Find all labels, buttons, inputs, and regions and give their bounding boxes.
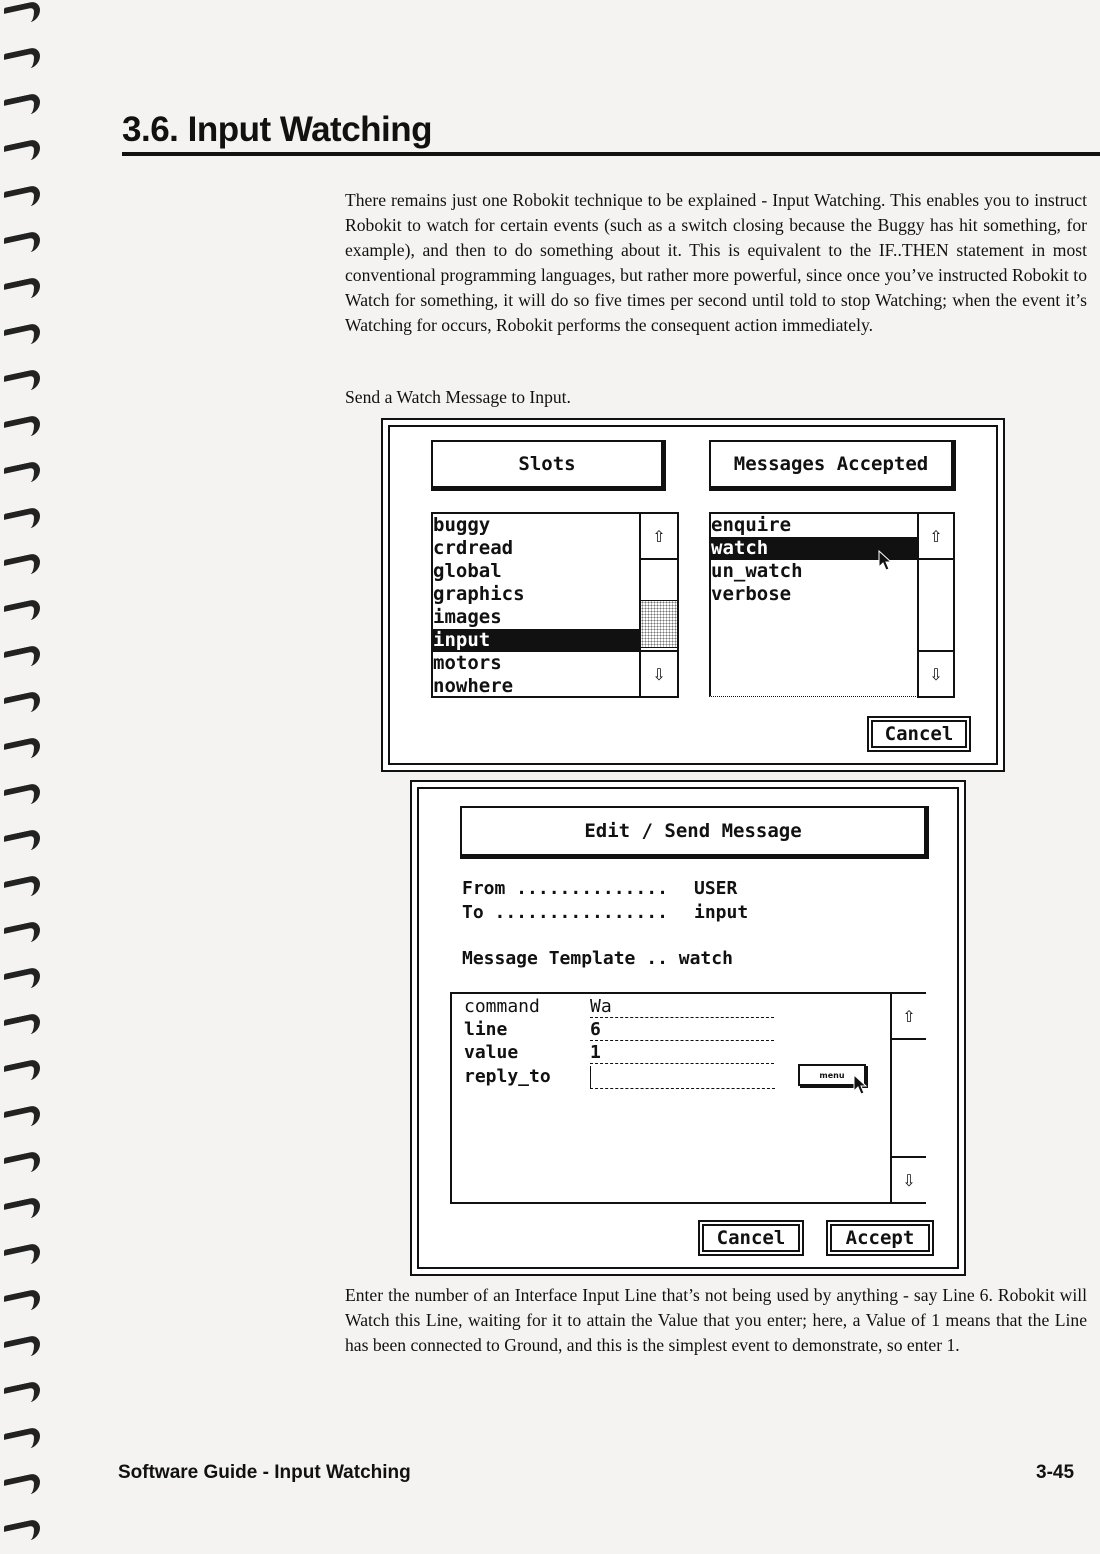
line-input[interactable]: 6 [590,1019,774,1041]
binding-ring [4,690,40,718]
binding-ring [4,1242,40,1270]
messages-title: Messages Accepted [733,453,929,475]
footer-left: Software Guide - Input Watching [118,1462,411,1483]
binding-ring [4,46,40,74]
binding-ring [4,598,40,626]
binding-ring [4,230,40,258]
slot-item[interactable]: nowhere [433,675,514,697]
binding-ring [4,1150,40,1178]
binding-ring [4,736,40,764]
value-input[interactable]: 1 [590,1042,774,1064]
message-template: Message Template .. watch [462,948,733,969]
binding-ring [4,1334,40,1362]
slots-dialog [381,418,1005,772]
to-value: input [694,902,749,923]
binding-ring [4,92,40,120]
binding-ring [4,644,40,672]
template-fields-box [450,992,916,1204]
slots-list[interactable] [431,512,641,698]
message-item[interactable]: verbose [711,583,792,605]
binding-ring [4,1196,40,1224]
binding-ring [4,828,40,856]
cancel-label: Cancel [884,723,954,745]
cancel-label: Cancel [716,1227,786,1249]
field-name-reply-to: reply_to [464,1066,551,1087]
binding-ring [4,322,40,350]
binding-ring [4,552,40,580]
scroll-up-arrow-icon[interactable]: ⇧ [641,514,677,560]
message-item-selected[interactable]: watch [711,537,917,560]
send-message-dialog [410,780,966,1276]
slot-item[interactable]: graphics [433,583,525,605]
binding-ring [4,1472,40,1500]
message-item[interactable]: un_watch [711,560,803,582]
messages-scrollbar[interactable] [917,512,955,698]
binding-ring [4,368,40,396]
mouse-pointer-icon [852,1074,868,1096]
message-item[interactable]: enquire [711,514,792,536]
send-title: Edit / Send Message [584,820,802,842]
menu-label: menu [819,1070,845,1080]
from-value: USER [694,878,738,899]
scroll-down-arrow-icon[interactable]: ⇩ [641,650,677,696]
binding-ring [4,460,40,488]
binding-ring [4,184,40,212]
binding-ring [4,276,40,304]
to-label: To ................ [462,902,668,923]
binding-ring [4,138,40,166]
mouse-pointer-icon [877,550,893,572]
binding-ring [4,1426,40,1454]
cancel-button[interactable] [702,1224,800,1252]
slots-title: Slots [518,453,576,475]
send-title-box [460,806,929,859]
binding-ring [4,1012,40,1040]
cancel-button[interactable] [871,720,967,748]
binding-ring [4,874,40,902]
heading-text: 3.6. Input Watching [122,110,433,149]
field-name-line: line [464,1019,508,1040]
field-name-command: command [464,996,540,1017]
intro-paragraph: There remains just one Robokit technique to be explained - Input Watching. This enables you to instruct Robokit to watch for certain events (such as a switch closing because the Buggy has hit something, for example), and then to do something about it. This is equivalent to the IF..THEN statement in most conventional programming languages, but rather more powerful, since once you’ve instructed Robokit to Watch for something, it will do so five times per second until told to stop Watching; when the event it’s Watching for occurs, Robokit performs the consequent action immediately. [345,190,1087,335]
binding-ring [4,1104,40,1132]
scroll-up-arrow-icon[interactable]: ⇧ [892,994,926,1040]
section-heading [122,108,1100,156]
slot-item-selected[interactable]: input [433,629,639,652]
field-name-value: value [464,1042,519,1063]
command-input[interactable]: Wa [590,996,774,1018]
accept-button[interactable] [830,1224,930,1252]
page-number: 3-45 [1036,1462,1075,1483]
binding-ring [4,1380,40,1408]
binding-ring [4,920,40,948]
from-label: From .............. [462,878,668,899]
binding-ring [4,1058,40,1086]
messages-list[interactable] [709,512,918,697]
slots-scrollbar[interactable] [639,512,679,698]
reply-to-input[interactable] [590,1066,775,1089]
slot-item[interactable]: images [433,606,502,628]
slot-item[interactable]: crdread [433,537,514,559]
binding-ring [4,414,40,442]
scroll-up-arrow-icon[interactable]: ⇧ [919,514,953,560]
slot-item[interactable]: global [433,560,502,582]
messages-title-box [709,440,956,491]
slots-title-box [431,440,666,491]
binding-ring [4,506,40,534]
slot-item[interactable]: motors [433,652,502,674]
spiral-binding [0,0,44,1554]
accept-label: Accept [845,1227,915,1249]
binding-ring [4,966,40,994]
slot-item[interactable]: buggy [433,514,491,536]
binding-ring [4,782,40,810]
scroll-down-arrow-icon[interactable]: ⇩ [919,650,953,696]
binding-ring [4,1288,40,1316]
fields-scrollbar[interactable] [890,992,926,1204]
instruction-text: Send a Watch Message to Input. [345,387,571,407]
scroll-thumb[interactable] [641,600,677,648]
binding-ring [4,0,40,28]
scroll-down-arrow-icon[interactable]: ⇩ [892,1156,926,1202]
binding-ring [4,1518,40,1546]
outro-paragraph: Enter the number of an Interface Input Line that’s not being used by anything - say Line 6. Robokit will Watch this Line, waiting for it to attain the Value that you enter; here, a Value of 1 means that the Line has been connected to Ground, and this is the simplest event to demonstrate, so enter 1. [345,1285,1087,1355]
